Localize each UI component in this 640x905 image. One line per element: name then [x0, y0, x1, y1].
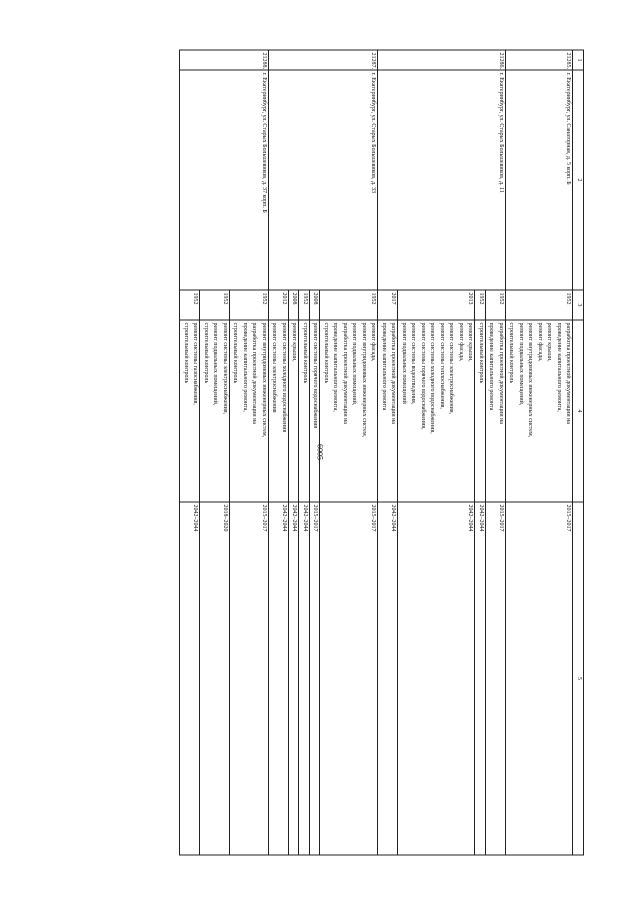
- header-col-2: 2: [573, 70, 584, 290]
- row-period: 2015–2017: [320, 502, 378, 855]
- header-row: [573, 50, 584, 855]
- row-services: ремонт системы холодного водоснабжения ремонт системы электроснабжения: [269, 320, 289, 502]
- entry-address: г. Екатеринбург, ул. Старых Большевиков, д. 11: [378, 70, 506, 290]
- row-services: ремонт фасада, ремонт внутридомовых инженерных систем, ремонт подвальных помещений, разработка проектной документации на проведение капитального ремонта, строительный контроль: [320, 320, 378, 502]
- row-period: 2015–2017: [310, 502, 321, 855]
- row-period: 2042–2044: [475, 502, 486, 855]
- row-services: ремонт системы газоснабжения, строительный контроль: [180, 320, 200, 502]
- row-year: 1952: [475, 290, 486, 320]
- header-col-5: 5: [573, 502, 584, 855]
- row-year: 1952: [506, 290, 574, 320]
- row-year: 1952: [486, 290, 506, 320]
- row-services: разработка проектной документации на проведение капитального ремонта: [486, 320, 506, 502]
- table-row: [320, 50, 378, 855]
- entry-address: г. Екатеринбург, ул. Санаторная, д. 5 корп. Б: [506, 70, 574, 290]
- row-services: ремонт системы электроснабжения, ремонт подвальных помещений, строительный контроль: [200, 320, 230, 502]
- header-col-4: 4: [573, 320, 584, 502]
- row-services: строительный контроль: [299, 320, 310, 502]
- row-period: 2042–2044: [398, 502, 475, 855]
- row-period: 2042–2044: [269, 502, 289, 855]
- table-row: [486, 50, 506, 855]
- row-services: разработка проектной документации на проведение капитального ремонта, ремонт крыши, ремонт фасада, ремонт внутридомовых инженерных систем, ремонт подвальных помещений, строительный контроль: [506, 320, 574, 502]
- row-period: 2015–2017: [506, 502, 574, 855]
- repair-schedule-table-wrapper: [56, 50, 584, 855]
- entry-number: 21288.: [180, 50, 269, 70]
- repair-schedule-table: [180, 50, 585, 856]
- row-period: 2042–2044: [299, 502, 310, 855]
- row-period: 2042–2044: [180, 502, 200, 855]
- row-year: 2008: [310, 290, 321, 320]
- entry-address: г. Екатеринбург, ул. Старых Большевиков, д. 37 корп. Б: [180, 70, 269, 290]
- table-row: [230, 50, 269, 855]
- row-period: 2042–2044: [289, 502, 300, 855]
- table-row: [506, 50, 574, 855]
- row-year: 2012: [269, 290, 289, 320]
- header-col-3: 3: [573, 290, 584, 320]
- row-year: 1952: [180, 290, 200, 320]
- row-period: 2015–2017: [230, 502, 269, 855]
- row-year: 1952: [200, 290, 230, 320]
- row-period: 2042–2044: [378, 502, 398, 855]
- row-period: 2015–2017: [486, 502, 506, 855]
- table-body: [180, 50, 573, 855]
- row-year: 2017: [378, 290, 398, 320]
- row-services: строительный контроль: [475, 320, 486, 502]
- row-year: 2013: [398, 290, 475, 320]
- row-year: 2008: [289, 290, 300, 320]
- page-number: 6005: [315, 444, 325, 460]
- row-year: 1952: [299, 290, 310, 320]
- row-services: ремонт системы горячего водоснабжения: [310, 320, 321, 502]
- entry-number: 21286.: [378, 50, 506, 70]
- row-year: 1952: [320, 290, 378, 320]
- row-services: разработка проектной документации на проведение капитального ремонта: [378, 320, 398, 502]
- header-col-1: 1: [573, 50, 584, 70]
- row-services: ремонт внутридомовых инженерных систем, разработка проектной документации на проведение капитального ремонта, строительный контроль: [230, 320, 269, 502]
- row-period: 2018–2020: [200, 502, 230, 855]
- row-year: 1952: [230, 290, 269, 320]
- row-services: ремонт крыши,: [289, 320, 300, 502]
- entry-number: 21285.: [506, 50, 574, 70]
- entry-number: 21287.: [269, 50, 379, 70]
- row-services: ремонт крыши, ремонт фасада, ремонт системы электроснабжения, ремонт системы теплоснабжения, ремонт системы холодного водоснабжения, ремонт системы горячего водоснабжения, ремонт системы водоотведения, ремонт подвальных помещений: [398, 320, 475, 502]
- entry-address: г. Екатеринбург, ул. Старых Большевиков, д. 33: [269, 70, 379, 290]
